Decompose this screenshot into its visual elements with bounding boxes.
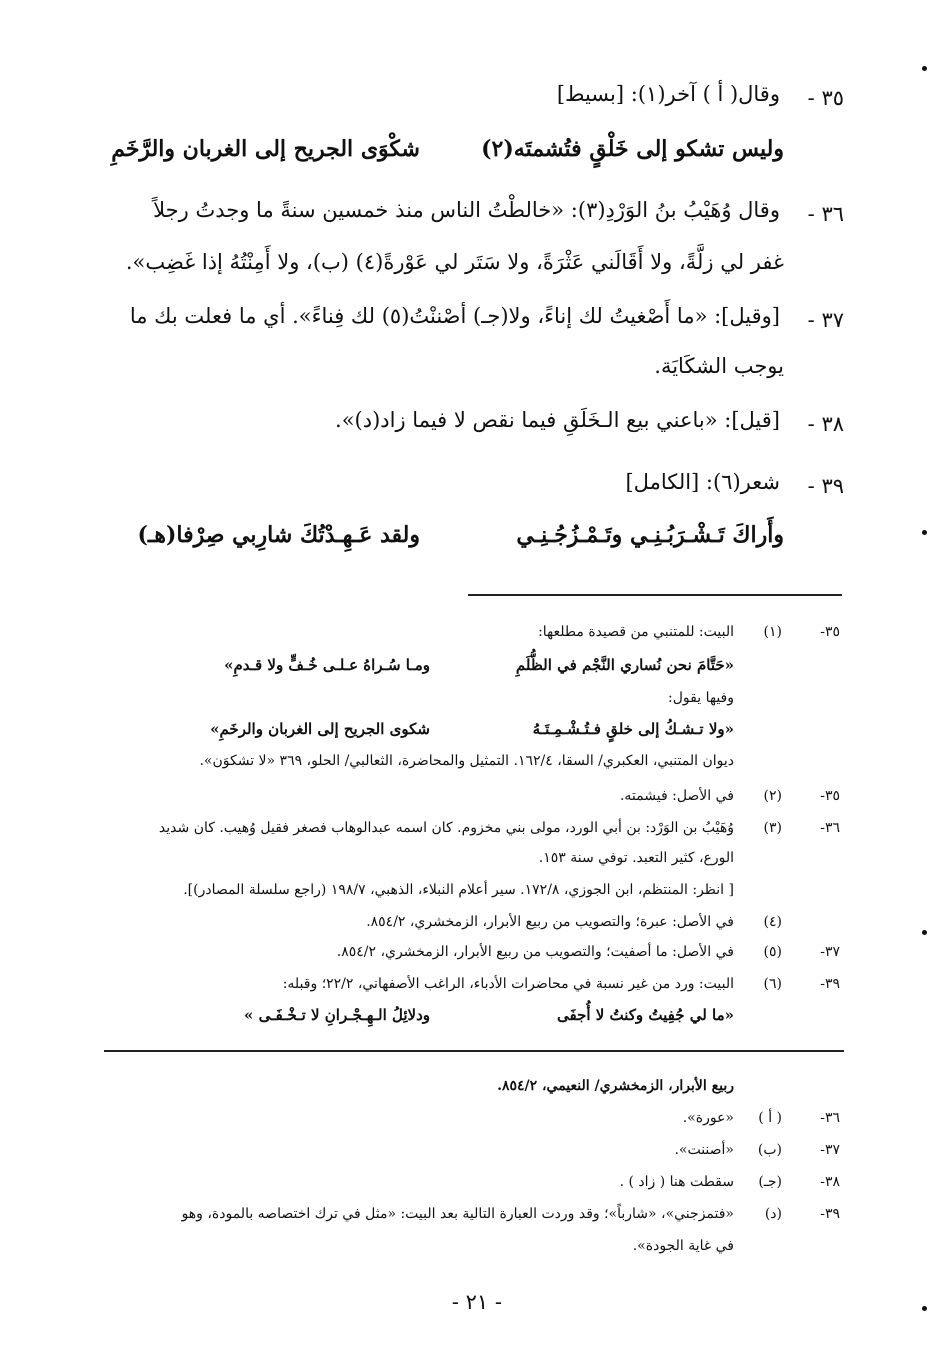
variant-d-entry: ٣٩- (820, 1206, 840, 1222)
variant-c-text: سقطت هنا ( زاد ) . (619, 1174, 734, 1190)
footnote-3-ref: (٣) (763, 820, 782, 836)
entry-36-line-2: غفر لي زلَّةً، ولا أَقَالَني عَثْرَةً، ولا سَتَر لي عَوْرةً(٤) (ب)، ولا أَمِنْتُهُ إذا غَضِب». (125, 250, 784, 274)
variant-c-ref: (جـ) (758, 1174, 782, 1190)
footnote-2-ref: (٢) (763, 788, 782, 804)
footnote-6-entry: ٣٩- (820, 976, 840, 992)
footnote-3-line-3: [ انظر: المنتظم، ابن الجوزي، ١٧٢/٨. سير أعلام النبلاء، الذهبي، ١٩٨/٧ (راجع سلسلة المصادر)]. (183, 882, 734, 898)
entry-36-number: ٣٦ - (807, 202, 844, 226)
scan-edge-mark (922, 930, 927, 935)
variant-a-text: «عورة». (682, 1110, 734, 1126)
entry-37-number: ٣٧ - (807, 308, 844, 332)
variants-intro: ربيع الأبرار، الزمخشري/ النعيمي، ٨٥٤/٢. (497, 1078, 734, 1094)
footnote-2-line: في الأصل: فيشمته. (619, 788, 734, 804)
entry-37-line-2: يوجب الشكَايَة. (654, 354, 784, 378)
footnote-1-ref: (١) (763, 624, 782, 640)
footnote-separator (468, 594, 842, 596)
footnote-1-line-3: وفيها يقول: (668, 690, 734, 706)
footnote-1-verse-1a: «حَتَّامَ نحن نُساري النَّجْم في الظُّلَمِ (515, 656, 734, 674)
footnote-1-verse-2a: «ولا تـشـكُ إلى خلقٍ فـتُـشْـمِـتَـهُ (532, 720, 734, 738)
footnote-6-verse-a: «ما لي جُفِيتُ وكنتُ لا أُجفَى (556, 1006, 734, 1024)
variant-a-entry: ٣٦- (820, 1110, 840, 1126)
footnote-5-line: في الأصل: ما أصفيت؛ والتصويب من ربيع الأبرار، الزمخشري، ٨٥٤/٢. (336, 944, 734, 960)
entry-38-line: [قيل]: «باعني بيع الـخَلَقِ فيما نقص لا فيما زاد(د)». (335, 408, 780, 432)
entry-36-line-1: وقال وُهَيْبُ بنُ الوَرْدِ(٣): «خالطْتُ الناس منذ خمسين سنةً ما وجدتُ رجلاً (153, 198, 780, 222)
entry-35-verse-second-hemistich: شكْوَى الجريح إلى الغربان والرَّخَمِ (111, 136, 420, 162)
scan-edge-mark (922, 66, 927, 71)
footnote-1-entry: ٣٥- (820, 624, 840, 640)
footnote-2-entry: ٣٥- (820, 788, 840, 804)
variants-separator (104, 1050, 844, 1052)
footnote-3-entry: ٣٦- (820, 820, 840, 836)
footnote-5-ref: (٥) (763, 944, 782, 960)
entry-39-number: ٣٩ - (807, 474, 844, 498)
variant-b-ref: (ب) (757, 1142, 782, 1158)
variant-d-ref: (د) (764, 1206, 782, 1222)
scan-edge-mark (922, 530, 927, 535)
entry-35-verse-first-hemistich: وليس تشكو إلى خَلْقٍ فتُشمتَه(٢) (481, 136, 784, 162)
entry-39-verse-first-hemistich: وأَراكَ تَـشْـرَبُـنِـي وتَـمْـزُجُـنِـي (516, 522, 784, 548)
variant-b-text: «أصننت». (674, 1142, 734, 1158)
footnote-1-line-5: ديوان المتنبي، العكبري/ السقا، ١٦٢/٤. التمثيل والمحاضرة، الثعالبي/ الحلو، ٣٦٩ «لا تشكوَن». (199, 753, 734, 769)
entry-39-intro: شعر(٦): [الكامل] (625, 470, 780, 494)
variant-c-entry: ٣٨- (820, 1174, 840, 1190)
footnote-4-line: في الأصل: عبرة؛ والتصويب من ربيع الأبرار، الزمخشري، ٨٥٤/٢. (366, 914, 734, 930)
variant-b-entry: ٣٧- (820, 1142, 840, 1158)
entry-38-number: ٣٨ - (807, 412, 844, 436)
footnote-5-entry: ٣٧- (820, 944, 840, 960)
footnote-6-verse-b: ودلائِلُ الـهِـجْـرانِ لا تـخْـفَـى » (244, 1006, 430, 1024)
entry-35-intro: وقال( أ ) آخر(١): [بسيط] (556, 82, 780, 106)
scan-edge-mark (922, 1306, 927, 1311)
variant-d-line-2: في غاية الجودة». (632, 1238, 734, 1254)
footnote-3-line-1: وُهَيْبُ بن الوَرْد: بن أبي الورد، مولى بني مخزوم. كان اسمه عبدالوهاب فصغر فقيل وُهيب. كان شديد (158, 820, 734, 836)
variant-d-line-1: «فتمزجني»، «شارباً»؛ وقد وردت العبارة التالية بعد البيت: «مثل في ترك اختصاصه بالمودة، وهو (181, 1206, 734, 1222)
variant-a-ref: ( أ ) (758, 1110, 782, 1126)
footnote-1-verse-2b: شكوى الجريح إلى الغربان والرخَمِ» (210, 720, 430, 738)
footnote-1-line: البيت: للمتنبي من قصيدة مطلعها: (538, 624, 734, 640)
footnote-3-line-2: الورع، كثير التعبد. توفي سنة ١٥٣. (538, 850, 734, 866)
entry-39-verse-second-hemistich: ولقد عَـهِـدْتُكَ شارِبي صِرْفا(هـ) (137, 522, 420, 548)
footnote-4-ref: (٤) (763, 914, 782, 930)
footnote-6-line: البيت: ورد من غير نسبة في محاضرات الأدباء، الراغب الأصفهاني، ٢٢/٢؛ وقبله: (282, 976, 734, 992)
footnote-6-ref: (٦) (763, 976, 782, 992)
footnote-1-verse-1b: ومـا سُـراهُ عـلـى خُـفٍّ ولا قـدمِ» (224, 656, 430, 674)
page-number: - ٢١ - (451, 1290, 502, 1314)
entry-35-number: ٣٥ - (807, 86, 844, 110)
entry-37-line-1: [وقيل]: «ما أَصْغيتُ لك إناءً، ولا(جـ) أصْننْتُ(٥) لك فِناءً». أي ما فعلت بك ما (129, 304, 780, 328)
